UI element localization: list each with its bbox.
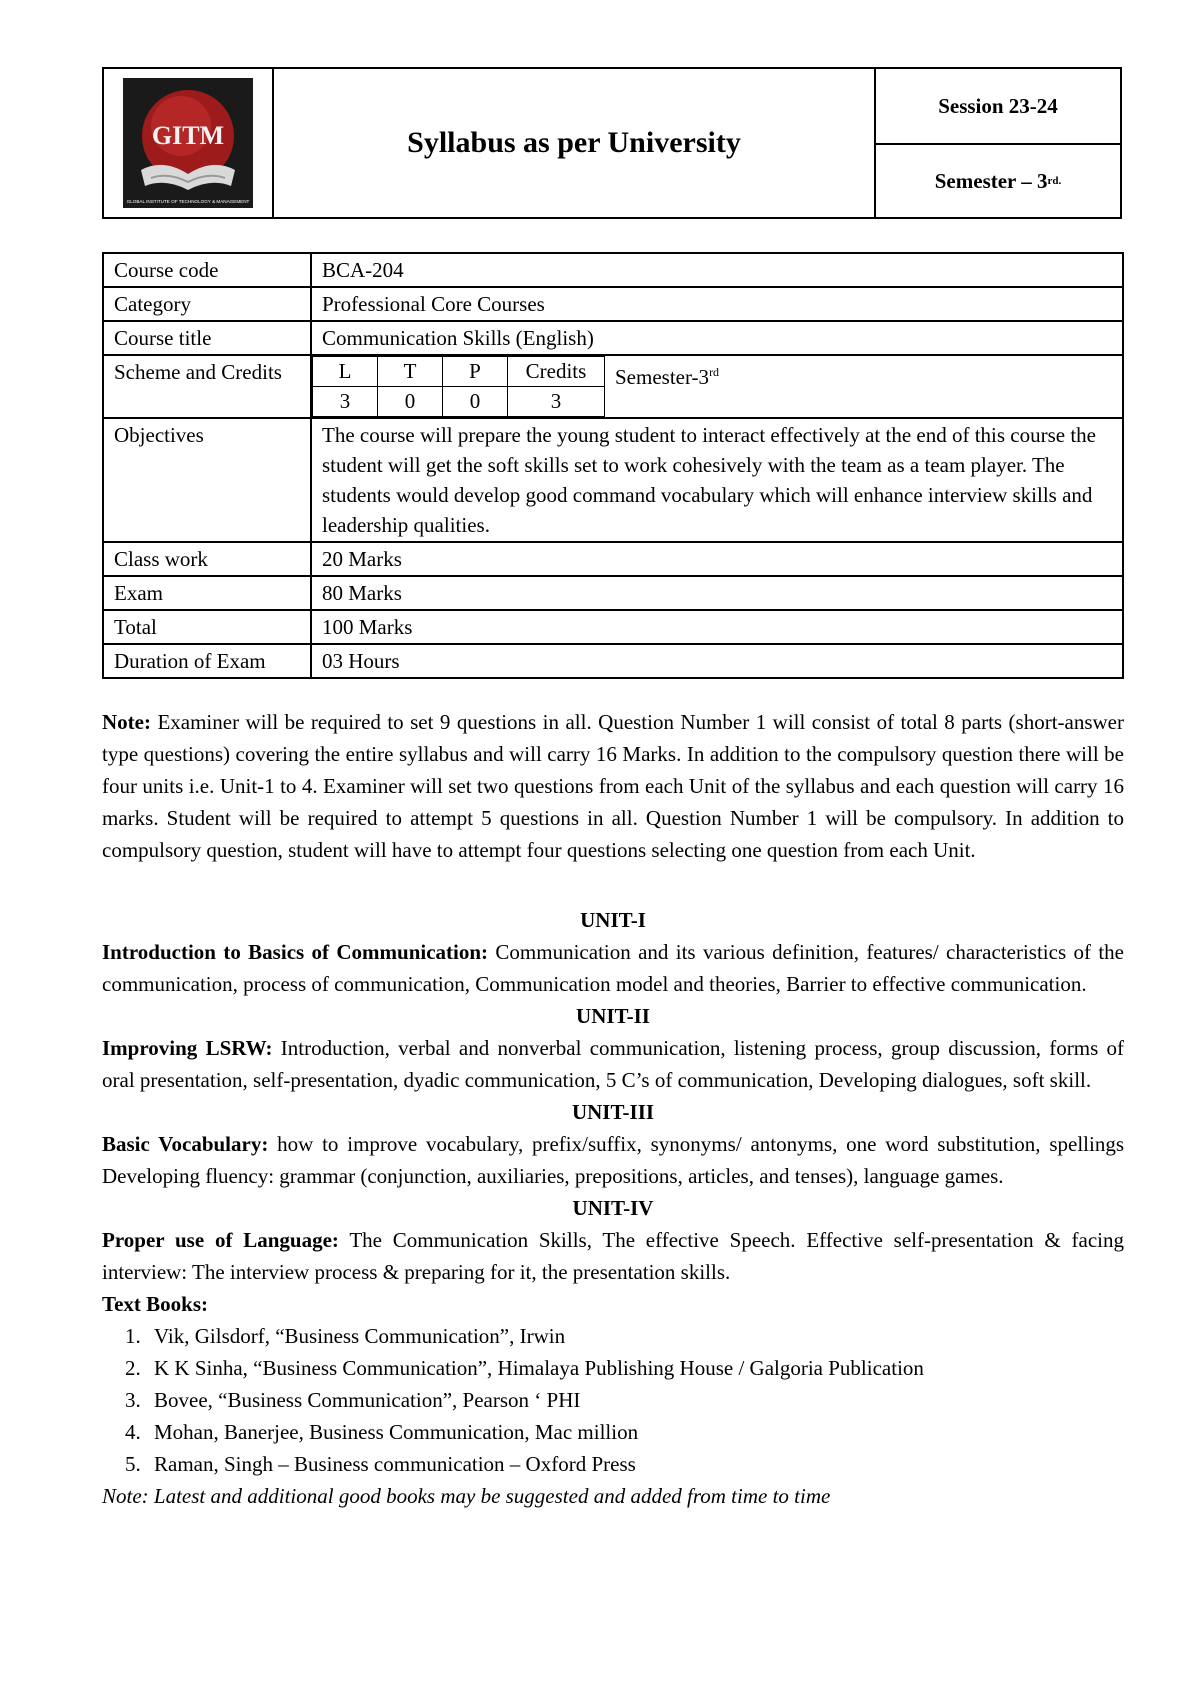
note-text: Examiner will be required to set 9 questions in all. Question Number 1 will consist of total 8 parts (short-answer type questions) covering the entire syllabus and will carry 16 Marks. In addition to the compulsory question there will be four units i.e. Unit-1 to 4. Examiner will set two questions from each Unit of the syllabus and each question will carry 16 marks. Student will be required to attempt 5 questions in all. Question Number 1 will be compulsory. In addition to compulsory question, student will have to attempt four questions selecting one question from each Unit. [102,710,1124,862]
list-item: 5. Raman, Singh – Business communication – Oxford Press [146,1448,1124,1480]
scheme-value-p: 0 [443,387,508,417]
scheme-header-p: P [443,357,508,387]
semester-label [876,145,1120,217]
list-item: 4. Mohan, Banerjee, Business Communication, Mac million [146,1416,1124,1448]
table-row [103,576,1123,610]
table-row [103,355,1123,418]
exam-label: Exam [103,576,311,610]
unit-3-topic: Basic Vocabulary: [102,1132,269,1156]
text-books-list [102,1320,1124,1480]
page-title: Syllabus as per University [407,126,741,159]
scheme-cell [311,355,1123,418]
table-row [103,418,1123,542]
unit-2-text: Introduction, verbal and nonverbal communication, listening process, group discussion, forms of oral presentation, self-presentation, dyadic communication, 5 C’s of communication, Developing dialogues, soft skill. [102,1036,1124,1092]
unit-4-topic: Proper use of Language: [102,1228,339,1252]
unit-1-text: Communication and its various definition, features/ characteristics of the communication, process of communication, Communication model and theories, Barrier to effective communication. [102,940,1124,996]
unit-1-topic: Introduction to Basics of Communication: [102,940,489,964]
unit-1-content [102,936,1124,1000]
session-label: Session 23-24 [876,69,1120,145]
classwork-label: Class work [103,542,311,576]
scheme-header-credits: Credits [508,357,605,387]
course-code-value: BCA-204 [311,253,1123,287]
unit-4-heading: UNIT-IV [572,1196,654,1220]
table-row [103,644,1123,678]
course-title-label: Course title [103,321,311,355]
objectives-label: Objectives [103,418,311,542]
unit-2-heading: UNIT-II [576,1004,650,1028]
table-row [103,321,1123,355]
category-label: Category [103,287,311,321]
scheme-semester: Semester-3rd [615,365,720,389]
list-item: 1. Vik, Gilsdorf, “Business Communication”, Irwin [146,1320,1124,1352]
unit-3-text: how to improve vocabulary, prefix/suffix, synonyms/ antonyms, one word substitution, spellings Developing fluency: grammar (conjunction, auxiliaries, prepositions, articles, and tenses), language games. [102,1132,1124,1188]
table-row [103,287,1123,321]
note-label: Note: [102,710,151,734]
unit-1-heading: UNIT-I [580,908,646,932]
unit-4-content [102,1224,1124,1288]
exam-value: 80 Marks [311,576,1123,610]
scheme-header-t: T [378,357,443,387]
course-code-label: Course code [103,253,311,287]
logo-text: GITM [151,121,225,150]
session-cell [876,69,1120,217]
institute-logo [123,78,253,208]
text-books-heading: Text Books: [102,1292,208,1316]
title-cell [274,69,876,217]
total-label: Total [103,610,311,644]
scheme-value-t: 0 [378,387,443,417]
table-row [103,253,1123,287]
course-details-table [102,252,1124,679]
semester-text: Semester – 3 [934,168,1048,193]
credits-table [312,356,605,417]
duration-label: Duration of Exam [103,644,311,678]
syllabus-body [102,706,1124,1512]
list-item: 3. Bovee, “Business Communication”, Pearson ‘ PHI [146,1384,1124,1416]
scheme-value-l: 3 [313,387,378,417]
logo-graphic [123,78,253,208]
scheme-label: Scheme and Credits [103,355,311,418]
unit-2-topic: Improving LSRW: [102,1036,273,1060]
semester-sup: rd. [1047,175,1062,187]
unit-2-content [102,1032,1124,1096]
logo-cell [104,69,274,217]
list-item: 2. K K Sinha, “Business Communication”, Himalaya Publishing House / Galgoria Publication [146,1352,1124,1384]
syllabus-header [102,67,1122,219]
course-title-value: Communication Skills (English) [311,321,1123,355]
unit-3-content [102,1128,1124,1192]
books-footer-note: Note: Latest and additional good books may be suggested and added from time to time [102,1484,831,1508]
table-row [103,610,1123,644]
duration-value: 03 Hours [311,644,1123,678]
unit-4-text: The Communication Skills, The effective Speech. Effective self-presentation & facing interview: The interview process & preparing for it, the presentation skills. [102,1228,1124,1284]
table-row [103,542,1123,576]
logo-subtitle: GLOBAL INSTITUTE OF TECHNOLOGY & MANAGEMENT [126,199,250,204]
exam-note [102,706,1124,866]
scheme-value-credits: 3 [508,387,605,417]
category-value: Professional Core Courses [311,287,1123,321]
unit-3-heading: UNIT-III [571,1100,655,1124]
classwork-value: 20 Marks [311,542,1123,576]
scheme-header-l: L [313,357,378,387]
total-value: 100 Marks [311,610,1123,644]
objectives-value: The course will prepare the young student to interact effectively at the end of this course the student will get the soft skills set to work cohesively with the team as a team player. The students would develop good command vocabulary which will enhance interview skills and leadership qualities. [311,418,1123,542]
